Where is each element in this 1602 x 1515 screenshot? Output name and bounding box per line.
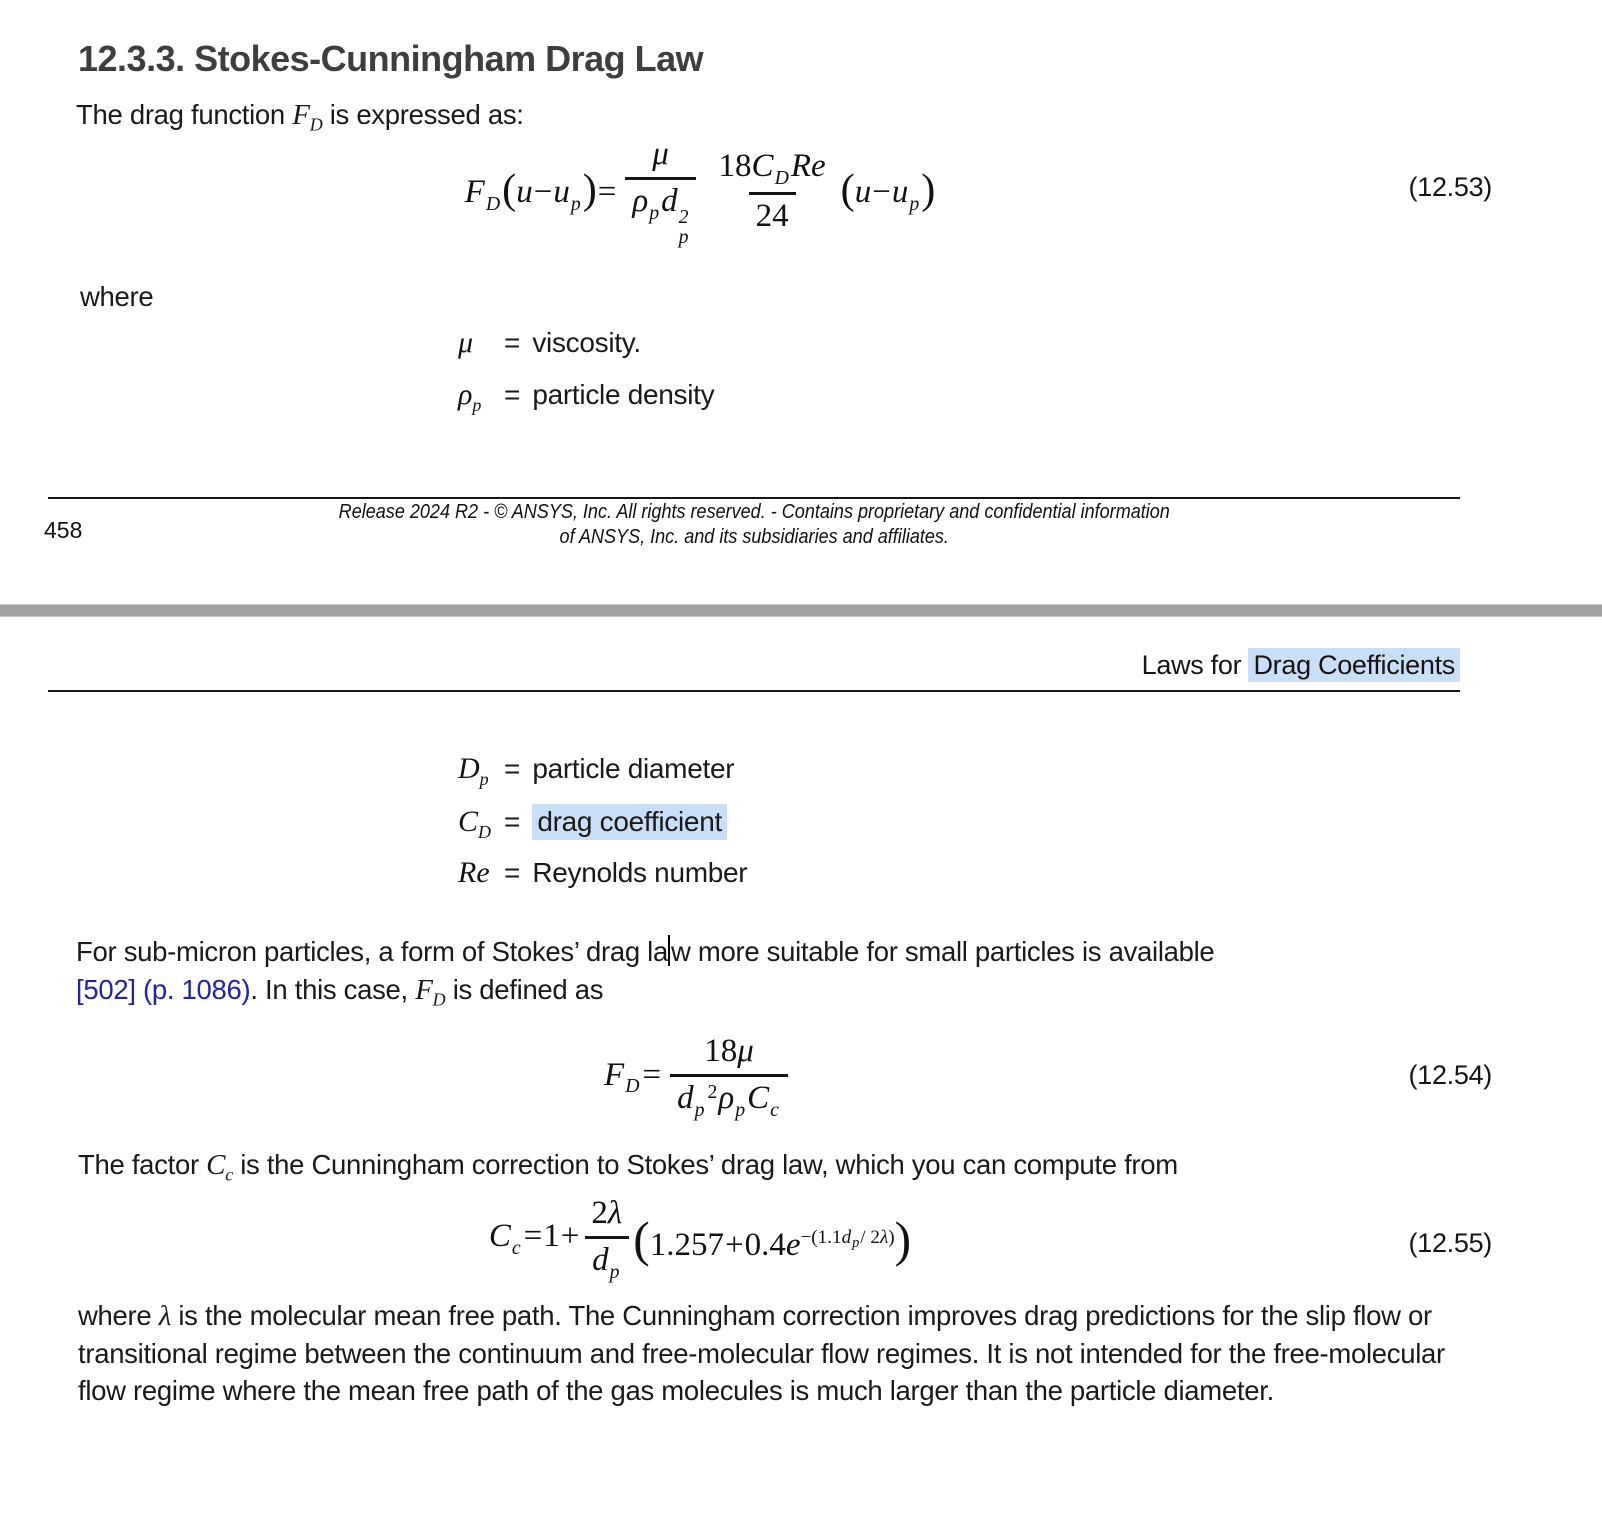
submicron-paragraph xyxy=(76,933,1214,1018)
equation-body: $C_c=1+$ $\frac{2\lambda}{d_p}$ $(1.257+0.4e^{-(1.1d_p/ 2\lambda)})$ xyxy=(488,1194,912,1283)
inline-symbol-FD: $F_D$ xyxy=(292,99,323,135)
definition-text: particle diameter xyxy=(532,753,735,784)
equation-number: (12.55) xyxy=(1408,1228,1492,1258)
equals-sign: = xyxy=(504,327,521,358)
running-header-pre: Laws for xyxy=(1141,650,1249,680)
equation-12-53 xyxy=(0,135,1400,249)
definition-text-highlighted: drag coefficient xyxy=(532,804,727,840)
footer-line2: of ANSYS, Inc. and its subsidiaries and affiliates. xyxy=(559,525,949,548)
citation-link[interactable]: [502] (p. 1086) xyxy=(76,974,251,1005)
equation-body: $F_D=$ $\frac{18\mu}{d_p^2\rho_pC_c}$ xyxy=(604,1033,796,1122)
equation-12-55 xyxy=(0,1193,1400,1285)
inline-symbol-Cc: $C_c$ xyxy=(206,1149,233,1185)
search-highlight: Drag Coefficients xyxy=(1248,648,1460,682)
fraction: $\frac{18C_DRe}{24}$ xyxy=(718,147,826,235)
exponent: −(1.1dp/ 2λ) xyxy=(800,1227,895,1252)
section-title: 12.3.3. Stokes-Cunningham Drag Law xyxy=(78,38,704,80)
where-label: where xyxy=(80,281,154,312)
intro-text-pre: The drag function xyxy=(76,99,293,130)
equals-sign: = xyxy=(504,806,521,837)
equation-12-54 xyxy=(0,1025,1400,1130)
definition-row xyxy=(458,378,714,430)
header-rule xyxy=(48,690,1460,692)
equation-number: (12.53) xyxy=(1408,172,1492,202)
paragraph-line2 xyxy=(76,971,1214,1018)
equals-sign: = xyxy=(504,753,521,784)
definition-row xyxy=(458,856,747,908)
definition-list xyxy=(458,752,747,908)
definition-list xyxy=(458,326,714,430)
definition-row xyxy=(458,804,747,856)
paragraph-text: . In this case, xyxy=(250,974,416,1005)
math-symbol-Re: Re xyxy=(458,856,490,889)
fraction: μ $\rho_pd$ 2 p xyxy=(625,136,695,248)
running-header xyxy=(1142,650,1460,681)
paragraph-text: where xyxy=(78,1300,159,1331)
math-symbol-mu: μ xyxy=(458,326,474,359)
final-paragraph xyxy=(78,1297,1463,1409)
definition-row xyxy=(458,752,747,804)
paragraph-text: The factor xyxy=(78,1149,207,1180)
text-cursor xyxy=(668,935,670,966)
intro-paragraph xyxy=(76,96,524,143)
paragraph-text: For sub-micron particles, a form of Stokes’ drag la xyxy=(76,936,668,967)
equation-body: $F_D(u-u_p)=$ μ $\rho_pd$ 2 p $\frac{18C_DRe}{24}$ $(u-u_p)$ xyxy=(464,135,936,249)
intro-text-post: is expressed as: xyxy=(322,99,524,130)
definition-text: viscosity. xyxy=(532,327,641,358)
inline-symbol-FD: $F_D$ xyxy=(415,974,446,1010)
page-separator-bar xyxy=(0,604,1602,617)
footer-copyright xyxy=(48,499,1460,549)
page-number: 458 xyxy=(44,517,83,543)
equals-sign: = xyxy=(504,857,521,888)
paragraph-text: w more suitable for small particles is available xyxy=(670,936,1215,967)
math-symbol-Dp: $D_p$ xyxy=(458,752,489,790)
fraction: $\frac{18\mu}{d_p^2\rho_pC_c}$ xyxy=(670,1033,788,1122)
paragraph-text: is the molecular mean free path. The Cunningham correction improves drag predictions for the slip flow or transitional regime between the continuum and free-molecular flow regimes. It is not intended for the free-molecular flow regime where the mean free path of the gas molecules is much larger than the particle diameter. xyxy=(78,1300,1445,1406)
definition-text: particle density xyxy=(532,379,715,410)
footer-line1: Release 2024 R2 - © ANSYS, Inc. All rights reserved. - Contains proprietary and confidential information xyxy=(338,500,1170,523)
factor-paragraph xyxy=(78,1146,1178,1193)
inline-symbol-lambda: λ xyxy=(158,1300,172,1332)
equation-number: (12.54) xyxy=(1408,1060,1492,1090)
fraction: $\frac{2\lambda}{d_p}$ xyxy=(584,1195,629,1284)
paragraph-text: is the Cunningham correction to Stokes’ drag law, which you can compute from xyxy=(232,1149,1178,1180)
math-symbol-CD: $C_D$ xyxy=(458,805,492,843)
equals-sign: = xyxy=(504,379,521,410)
definition-row xyxy=(458,326,714,378)
paragraph-text: is defined as xyxy=(445,974,604,1005)
math-symbol-rho-p: $\rho_p$ xyxy=(458,378,482,416)
paragraph-line1 xyxy=(76,933,1214,971)
definition-text: Reynolds number xyxy=(532,857,748,888)
